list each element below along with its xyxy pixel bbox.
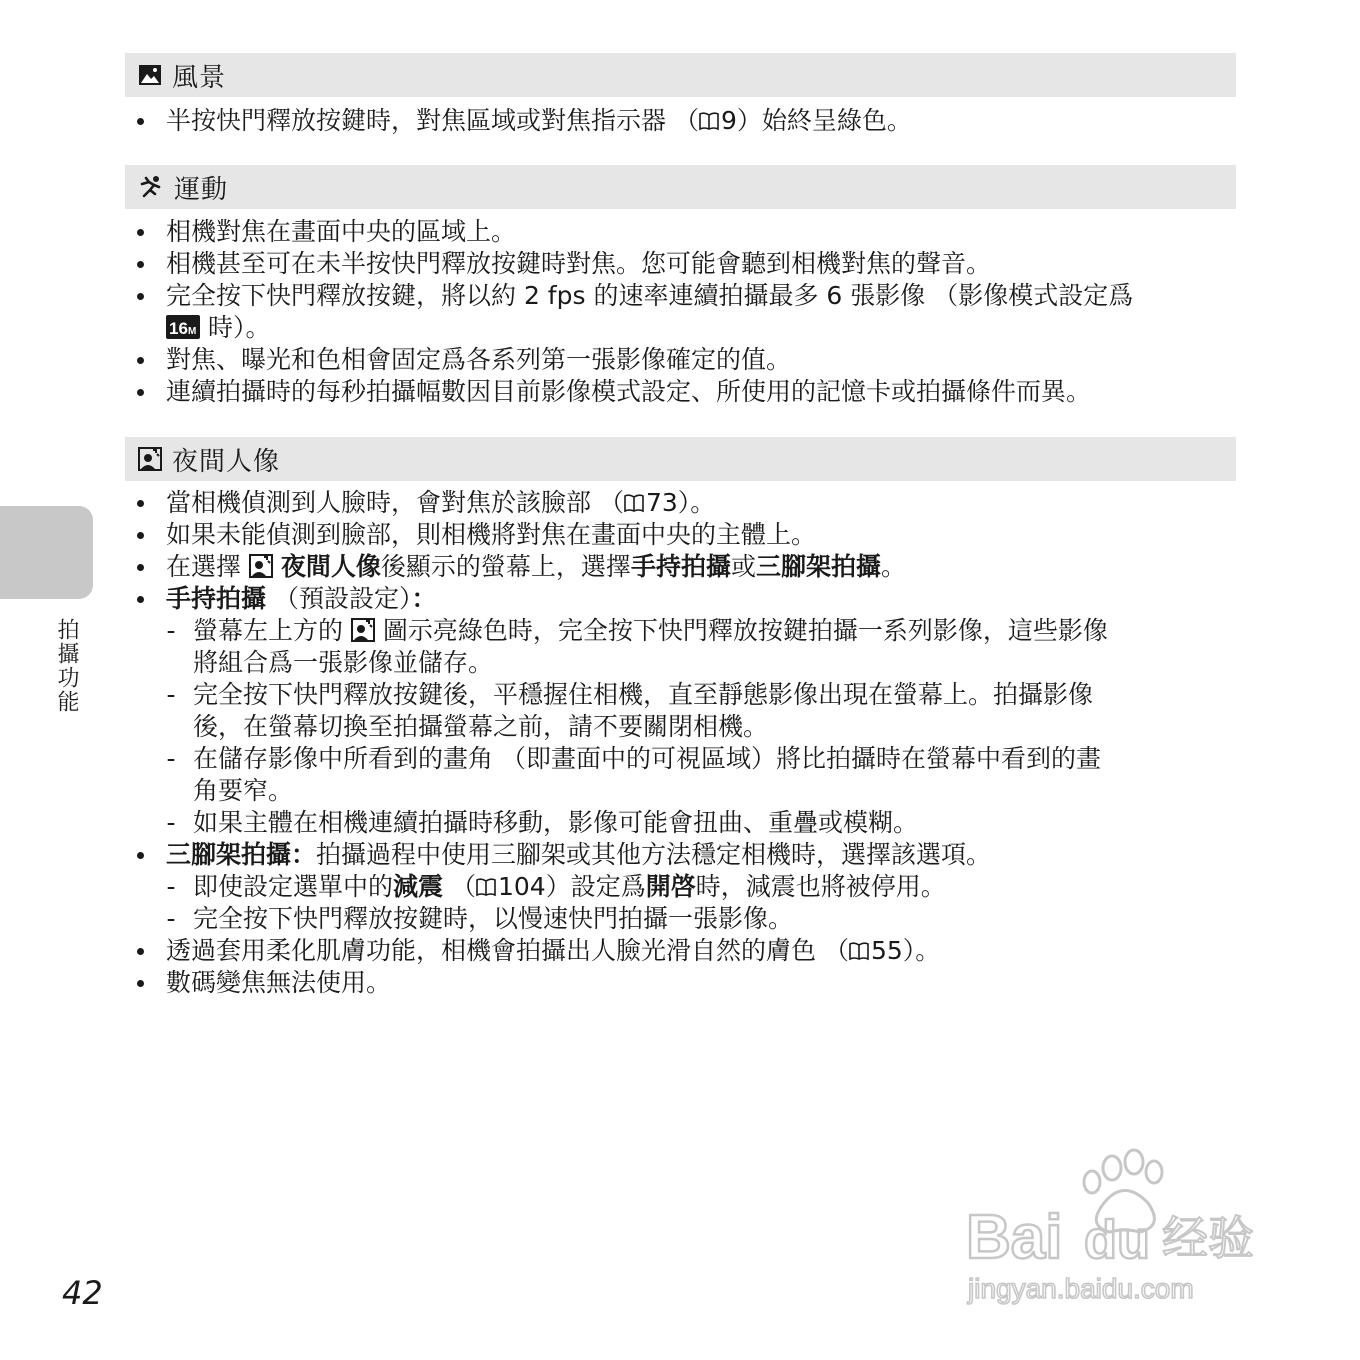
dash-marker: - xyxy=(166,872,176,901)
list-item: 相機對焦在畫面中央的區域上。 xyxy=(125,216,1236,248)
sub-list-item: - 完全按下快門釋放按鍵時，以慢速快門拍攝一張影像。 xyxy=(166,904,794,933)
night-portrait-icon xyxy=(138,447,162,471)
dash-marker: - xyxy=(166,904,176,933)
page-reference-link[interactable]: 104 xyxy=(497,872,546,901)
list-item: 當相機偵測到人臉時，會對焦於該臉部 （ 73）。 xyxy=(125,487,1236,519)
list-item: 相機甚至可在未半按快門釋放按鍵時對焦。您可能會聽到相機對焦的聲音。 xyxy=(125,248,1236,280)
sub-list-item: - 如果主體在相機連續拍攝時移動，影像可能會扭曲、重疊或模糊。 xyxy=(166,808,919,837)
sub-list-item: - 即使設定選單中的減震 （ 104）設定爲開啓時，減震也將被停用。 xyxy=(166,872,946,901)
sub-list-item: - 完全按下快門釋放按鍵後，平穩握住相機，直至靜態影像出現在螢幕上。拍攝影像 後，在螢幕切換至拍攝螢幕之前，請不要關閉相機。 xyxy=(166,680,1094,741)
bullet-icon xyxy=(137,564,144,571)
section-title: 運動 xyxy=(174,174,229,205)
dash-marker: - xyxy=(166,808,176,837)
list-item: 手持拍攝 （預設設定）： xyxy=(125,583,1236,615)
section-header-night-portrait xyxy=(125,437,1236,481)
page-number: 42 xyxy=(62,1274,103,1312)
book-reference-icon xyxy=(699,112,719,131)
bullet-icon xyxy=(137,980,144,987)
baidu-watermark-logo xyxy=(964,1148,1284,1318)
svg-text:M: M xyxy=(188,326,197,337)
list-item: 完全按下快門釋放按鍵，將以約 2 fps 的速率連續拍攝最多 6 張影像 （影像模式設定爲 16 M 時）。 xyxy=(125,280,1236,344)
page-reference-link[interactable]: 9 xyxy=(720,106,737,135)
sub-list-item: - 螢幕左上方的 圖示亮綠色時，完全按下快門釋放按鍵拍攝一系列影像，這些影像 將組合爲一張影像並儲存。 xyxy=(166,616,1108,677)
bullet-icon xyxy=(137,261,144,268)
book-reference-icon xyxy=(849,942,869,961)
night-portrait-icon xyxy=(351,618,375,642)
list-item: 半按快門釋放按鍵時，對焦區域或對焦指示器 （ 9）始終呈綠色。 xyxy=(125,105,1236,137)
bullet-icon xyxy=(137,852,144,859)
dash-marker: - xyxy=(166,744,176,773)
bullet-icon xyxy=(137,118,144,125)
dash-marker: - xyxy=(166,680,176,709)
chapter-tab[interactable] xyxy=(0,506,93,599)
list-item: 對焦、曝光和色相會固定爲各系列第一張影像確定的值。 xyxy=(125,344,1236,376)
section-title: 夜間人像 xyxy=(172,446,281,477)
section-header-sports xyxy=(125,165,1236,209)
section-list-landscape xyxy=(125,105,1236,137)
section-list-night-portrait xyxy=(125,487,1236,999)
bullet-icon xyxy=(137,500,144,507)
bullet-icon xyxy=(137,229,144,236)
sub-list-item: - 在儲存影像中所看到的畫角 （即畫面中的可視區域）將比拍攝時在螢幕中看到的畫 角要窄。 xyxy=(166,744,1101,805)
dash-marker: - xyxy=(166,616,176,645)
list-item: 數碼變焦無法使用。 xyxy=(125,967,1236,999)
image-mode-16m-icon xyxy=(166,315,200,339)
svg-text:16: 16 xyxy=(169,319,188,338)
svg-text:经验: 经验 xyxy=(1162,1211,1254,1265)
bullet-icon xyxy=(137,389,144,396)
page-reference-link[interactable]: 73 xyxy=(645,488,678,517)
list-item: 三腳架拍攝：拍攝過程中使用三腳架或其他方法穩定相機時，選擇該選項。 xyxy=(125,839,1236,871)
svg-text:Bai: Bai xyxy=(966,1203,1063,1272)
section-header-landscape xyxy=(125,53,1236,97)
sports-icon xyxy=(138,175,164,199)
chapter-tab-label: 拍攝功能 xyxy=(54,618,79,714)
list-item: 透過套用柔化肌膚功能，相機會拍攝出人臉光滑自然的膚色 （ 55）。 xyxy=(125,935,1236,967)
list-item: 連續拍攝時的每秒拍攝幅數因目前影像模式設定、所使用的記憶卡或拍攝條件而異。 xyxy=(125,376,1236,408)
bullet-icon xyxy=(137,357,144,364)
list-item: 在選擇 夜間人像後顯示的螢幕上，選擇手持拍攝或三腳架拍攝。 xyxy=(125,551,1236,583)
book-reference-icon xyxy=(476,878,496,897)
section-title: 風景 xyxy=(172,62,227,93)
section-list-sports xyxy=(125,216,1236,408)
bullet-icon xyxy=(137,293,144,300)
svg-text:jingyan.baidu.com: jingyan.baidu.com xyxy=(968,1273,1194,1304)
book-reference-icon xyxy=(624,494,644,513)
night-portrait-icon xyxy=(249,554,273,578)
landscape-icon xyxy=(138,64,162,86)
page-reference-link[interactable]: 55 xyxy=(870,936,903,965)
bullet-icon xyxy=(137,532,144,539)
bullet-icon xyxy=(137,948,144,955)
list-item: 如果未能偵測到臉部，則相機將對焦在畫面中央的主體上。 xyxy=(125,519,1236,551)
svg-text:du: du xyxy=(1084,1210,1150,1270)
bullet-icon xyxy=(137,596,144,603)
